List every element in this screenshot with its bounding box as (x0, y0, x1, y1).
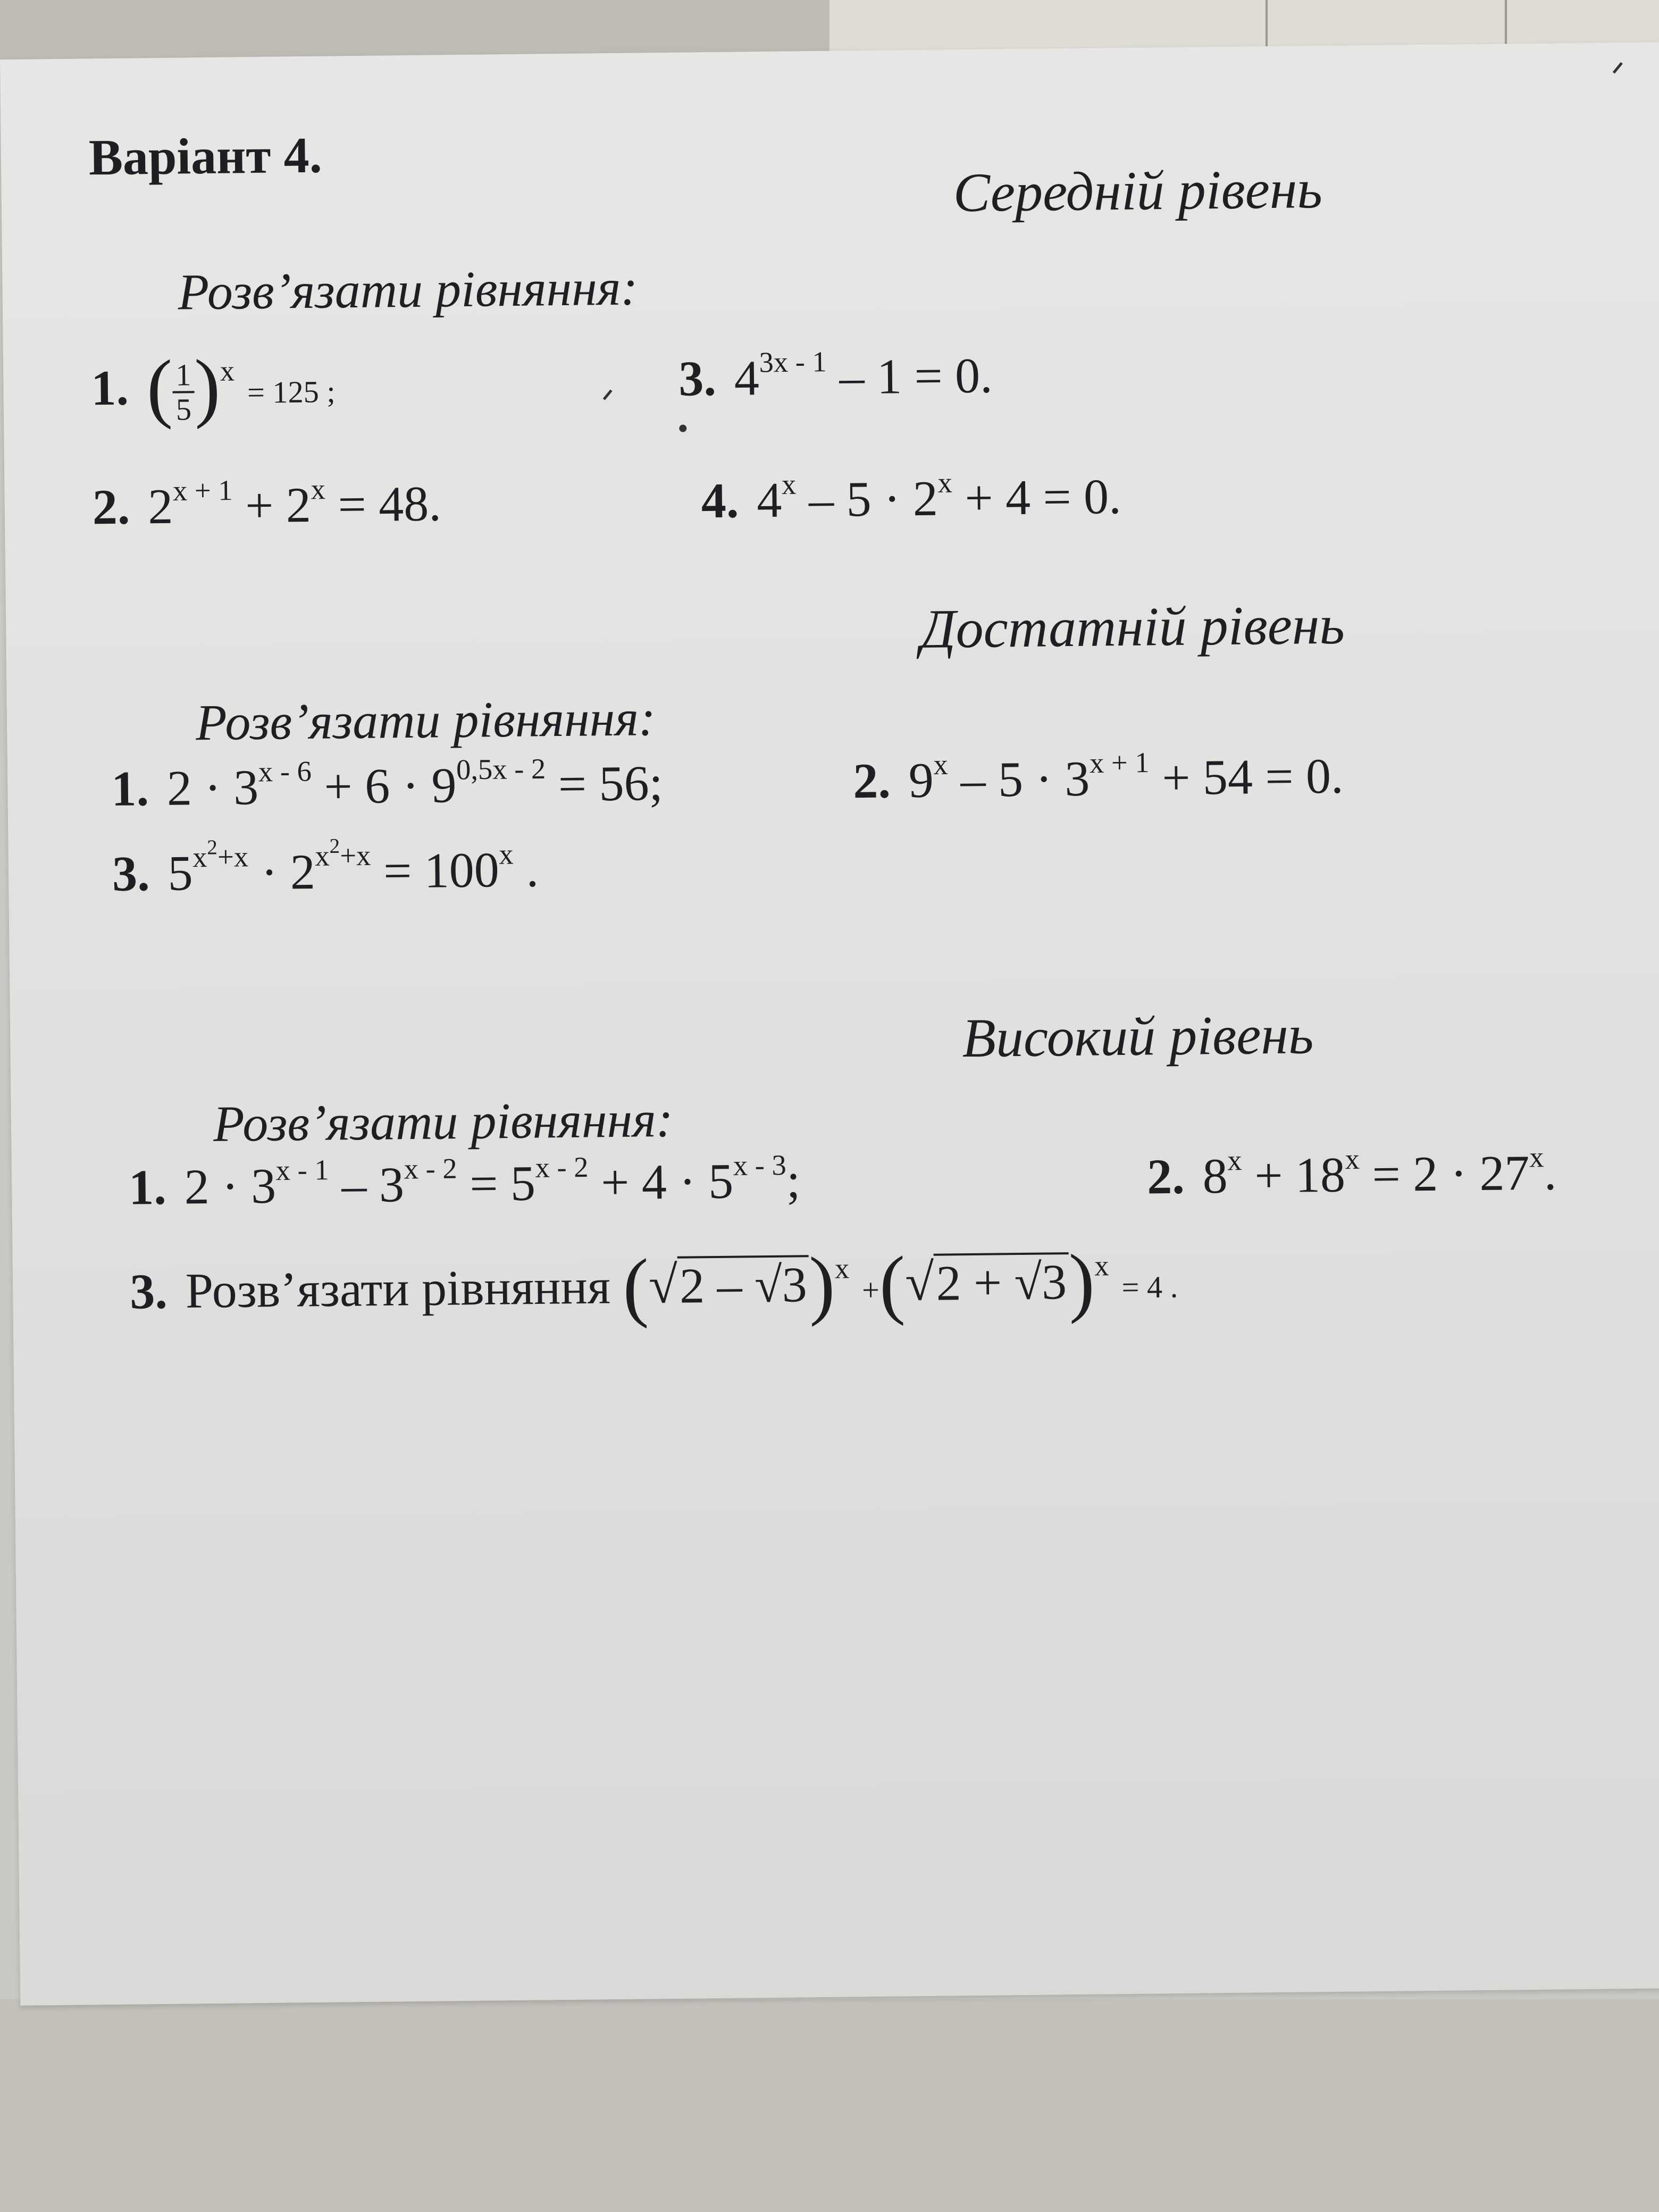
level-heading-high: Високий рівень (961, 1004, 1314, 1069)
problem-3-2: 2. $8^x + 18^x = 2 \cdot 27^x$. (1146, 1141, 1557, 1205)
pen-mark (1613, 62, 1623, 74)
problem-1-2: 2. $2^{x + 1} + 2^x = 48$. (92, 473, 442, 535)
instruction: Розв’язати рівняння: (213, 1090, 674, 1152)
problem-1-4: 4. $4^x - 5 \cdot 2^x + 4 = 0$. (701, 466, 1122, 529)
problem-2-3: 3. $5^{x^2+x} \cdot 2^{x^2+x} = 100^x$ . (112, 835, 539, 902)
level-heading-sufficient: Достатній рівень (920, 594, 1345, 660)
instruction: Розв’язати рівняння: (195, 689, 656, 751)
radical-1: 2 – √3 (677, 1255, 810, 1314)
table-surface (0, 1999, 1659, 2212)
problem-2-2: 2. $9^x - 5 \cdot 3^{x + 1} + 54 = 0$. (852, 745, 1344, 809)
fraction: $\frac{1}{5}$ (172, 358, 195, 426)
problem-1-1: 1. ( $\frac{1}{5}$ )$^x$ = 125 ; (90, 343, 336, 431)
variant-title: Варіант 4. (88, 126, 323, 186)
problem-1-3: 3. $4^{3x - 1} - 1 = 0$. (678, 345, 993, 407)
level-heading-medium: Середній рівень (953, 158, 1323, 224)
problem-2-1: 1. $2 \cdot 3^{x - 6} + 6 \cdot 9^{0,5x - 2} = 56$; (111, 752, 664, 817)
problem-3-3: 3. Розв’язати рівняння $(√2 - √3)^x +(√2 + √3)^x = 4$ . (129, 1238, 1178, 1329)
radical-2: 2 + √3 (934, 1252, 1069, 1311)
pen-mark (603, 389, 613, 400)
pen-dot (679, 425, 686, 432)
worksheet (0, 42, 1659, 2005)
instruction: Розв’язати рівняння: (178, 258, 638, 321)
problem-3-1: 1. $2 \cdot 3^{x - 1} - 3^{x - 2} = 5^{x - 2} + 4 \cdot 5^{x - 3}$; (128, 1149, 801, 1216)
